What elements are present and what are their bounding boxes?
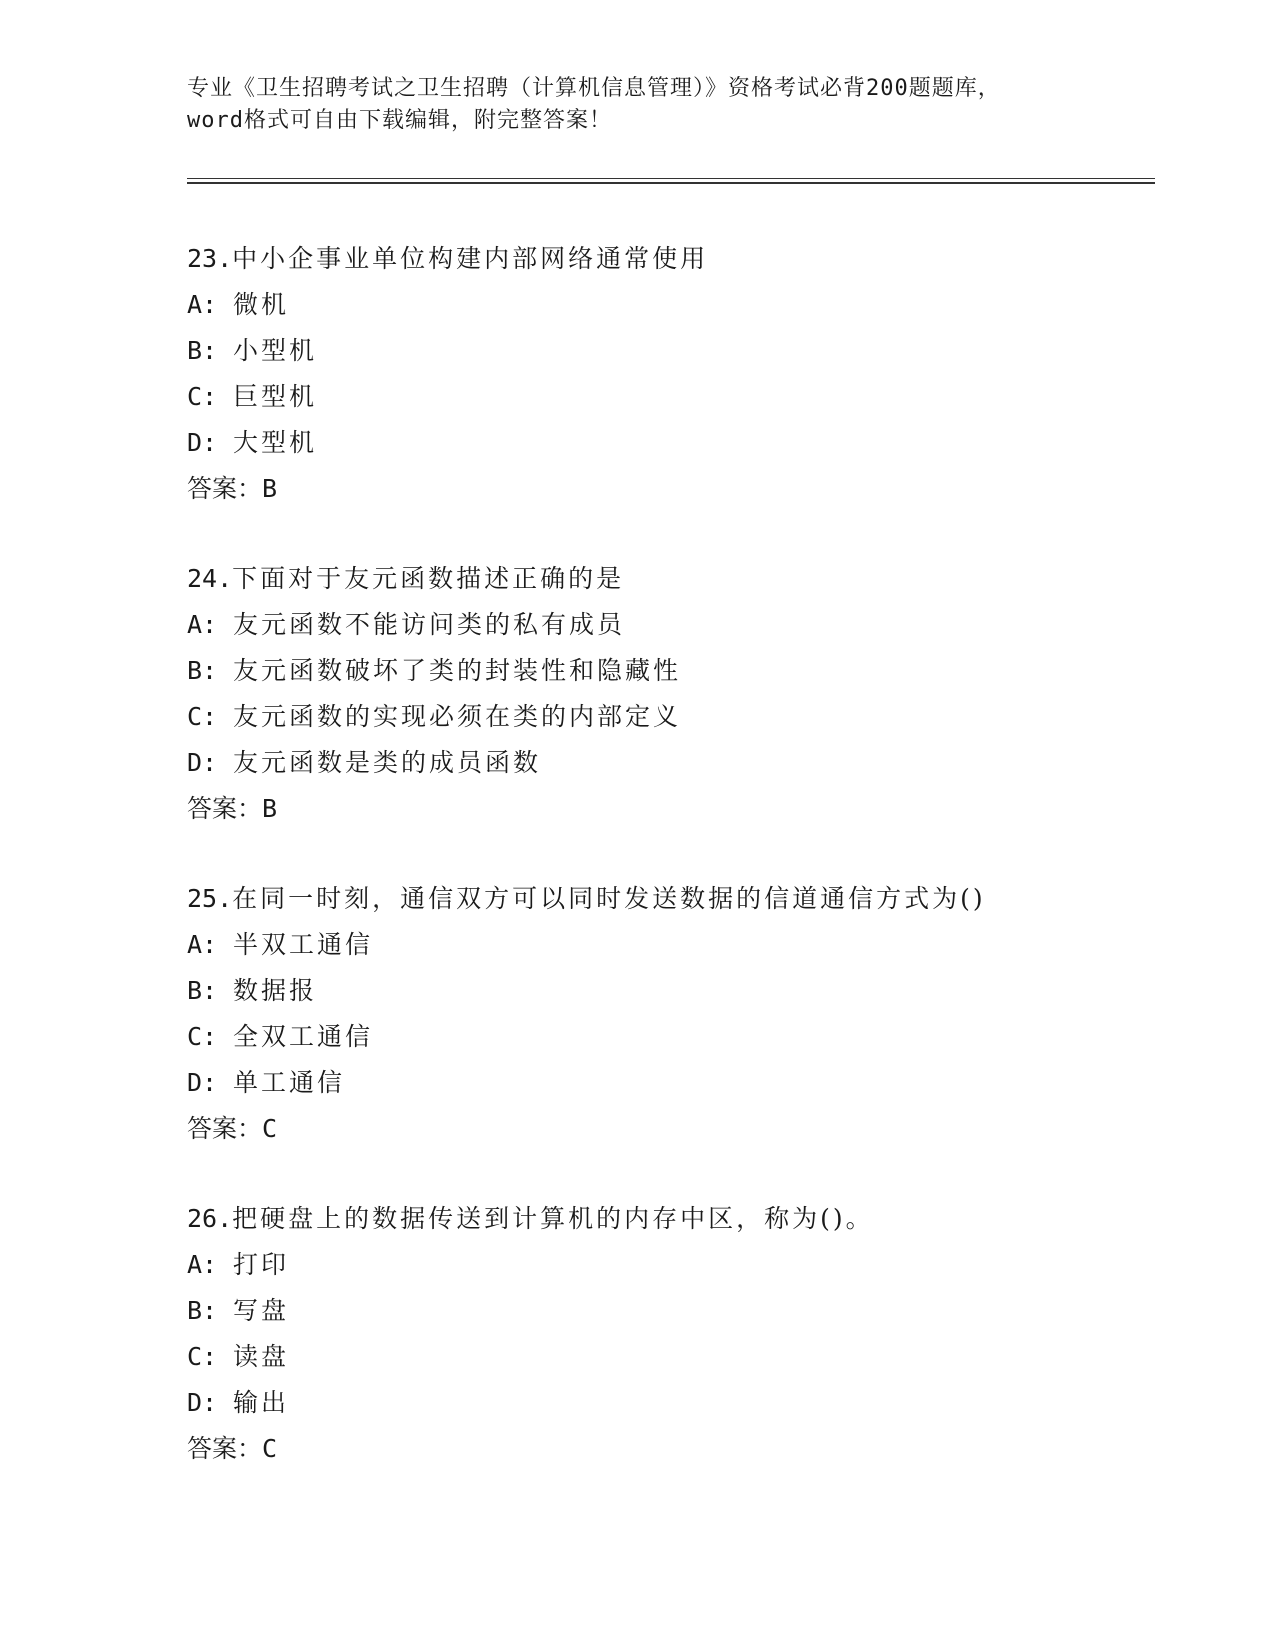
document-header <box>187 73 1107 137</box>
option-letter: D: <box>187 1388 218 1417</box>
question-stem <box>187 236 1155 282</box>
option-letter: C: <box>187 702 218 731</box>
question-number: 26. <box>187 1204 233 1233</box>
question-25 <box>187 876 1155 1196</box>
option-c <box>187 694 1155 740</box>
answer-label: 答案： <box>187 1434 263 1463</box>
option-letter: A: <box>187 930 218 959</box>
question-list <box>187 236 1155 1516</box>
option-letter: B: <box>187 656 218 685</box>
option-text: 巨型机 <box>233 382 318 411</box>
option-text: 友元函数破坏了类的封装性和隐藏性 <box>233 656 682 685</box>
option-text: 输出 <box>233 1388 290 1417</box>
option-text: 友元函数是类的成员函数 <box>233 748 542 777</box>
option-a <box>187 1242 1155 1288</box>
option-text: 打印 <box>233 1250 290 1279</box>
option-text: 读盘 <box>233 1342 290 1371</box>
option-d <box>187 740 1155 786</box>
option-letter: D: <box>187 1068 218 1097</box>
option-d <box>187 420 1155 466</box>
answer-value: B <box>262 474 278 503</box>
question-26 <box>187 1196 1155 1516</box>
option-c <box>187 1334 1155 1380</box>
option-letter: B: <box>187 336 218 365</box>
answer-value: C <box>262 1434 278 1463</box>
header-line-2: word格式可自由下载编辑，附完整答案！ <box>187 108 612 133</box>
question-number: 25. <box>187 884 233 913</box>
option-b <box>187 1288 1155 1334</box>
option-letter: A: <box>187 290 218 319</box>
option-letter: D: <box>187 428 218 457</box>
answer-value: C <box>262 1114 278 1143</box>
option-text: 小型机 <box>233 336 318 365</box>
option-letter: A: <box>187 1250 218 1279</box>
question-stem <box>187 556 1155 602</box>
question-text: 中小企事业单位构建内部网络通常使用 <box>232 244 709 273</box>
option-d <box>187 1060 1155 1106</box>
header-divider-thin <box>187 178 1155 179</box>
option-b <box>187 968 1155 1014</box>
question-text: 把硬盘上的数据传送到计算机的内存中区，称为()。 <box>232 1204 874 1233</box>
option-text: 大型机 <box>233 428 318 457</box>
option-c <box>187 374 1155 420</box>
option-text: 单工通信 <box>233 1068 346 1097</box>
question-23 <box>187 236 1155 556</box>
answer-label: 答案： <box>187 474 263 503</box>
answer-line <box>187 1426 1155 1472</box>
option-b <box>187 328 1155 374</box>
answer-value: B <box>262 794 278 823</box>
question-stem <box>187 1196 1155 1242</box>
option-letter: D: <box>187 748 218 777</box>
option-letter: B: <box>187 976 218 1005</box>
option-b <box>187 648 1155 694</box>
question-text: 下面对于友元函数描述正确的是 <box>232 564 625 593</box>
question-number: 24. <box>187 564 233 593</box>
option-text: 微机 <box>233 290 290 319</box>
question-number: 23. <box>187 244 233 273</box>
answer-line <box>187 466 1155 512</box>
option-text: 写盘 <box>233 1296 290 1325</box>
option-letter: C: <box>187 1342 218 1371</box>
option-text: 友元函数不能访问类的私有成员 <box>233 610 626 639</box>
answer-line <box>187 1106 1155 1152</box>
option-letter: C: <box>187 1022 218 1051</box>
option-text: 友元函数的实现必须在类的内部定义 <box>233 702 682 731</box>
option-a <box>187 602 1155 648</box>
answer-label: 答案： <box>187 1114 263 1143</box>
option-d <box>187 1380 1155 1426</box>
option-c <box>187 1014 1155 1060</box>
question-24 <box>187 556 1155 876</box>
header-divider-thick <box>187 182 1155 184</box>
question-stem <box>187 876 1155 922</box>
option-letter: C: <box>187 382 218 411</box>
option-a <box>187 922 1155 968</box>
option-a <box>187 282 1155 328</box>
option-letter: B: <box>187 1296 218 1325</box>
option-text: 数据报 <box>233 976 318 1005</box>
question-text: 在同一时刻，通信双方可以同时发送数据的信道通信方式为() <box>232 884 986 913</box>
answer-label: 答案： <box>187 794 263 823</box>
option-text: 半双工通信 <box>233 930 374 959</box>
option-letter: A: <box>187 610 218 639</box>
answer-line <box>187 786 1155 832</box>
header-line-1: 专业《卫生招聘考试之卫生招聘（计算机信息管理）》资格考试必背200题题库， <box>187 76 1001 101</box>
option-text: 全双工通信 <box>233 1022 374 1051</box>
